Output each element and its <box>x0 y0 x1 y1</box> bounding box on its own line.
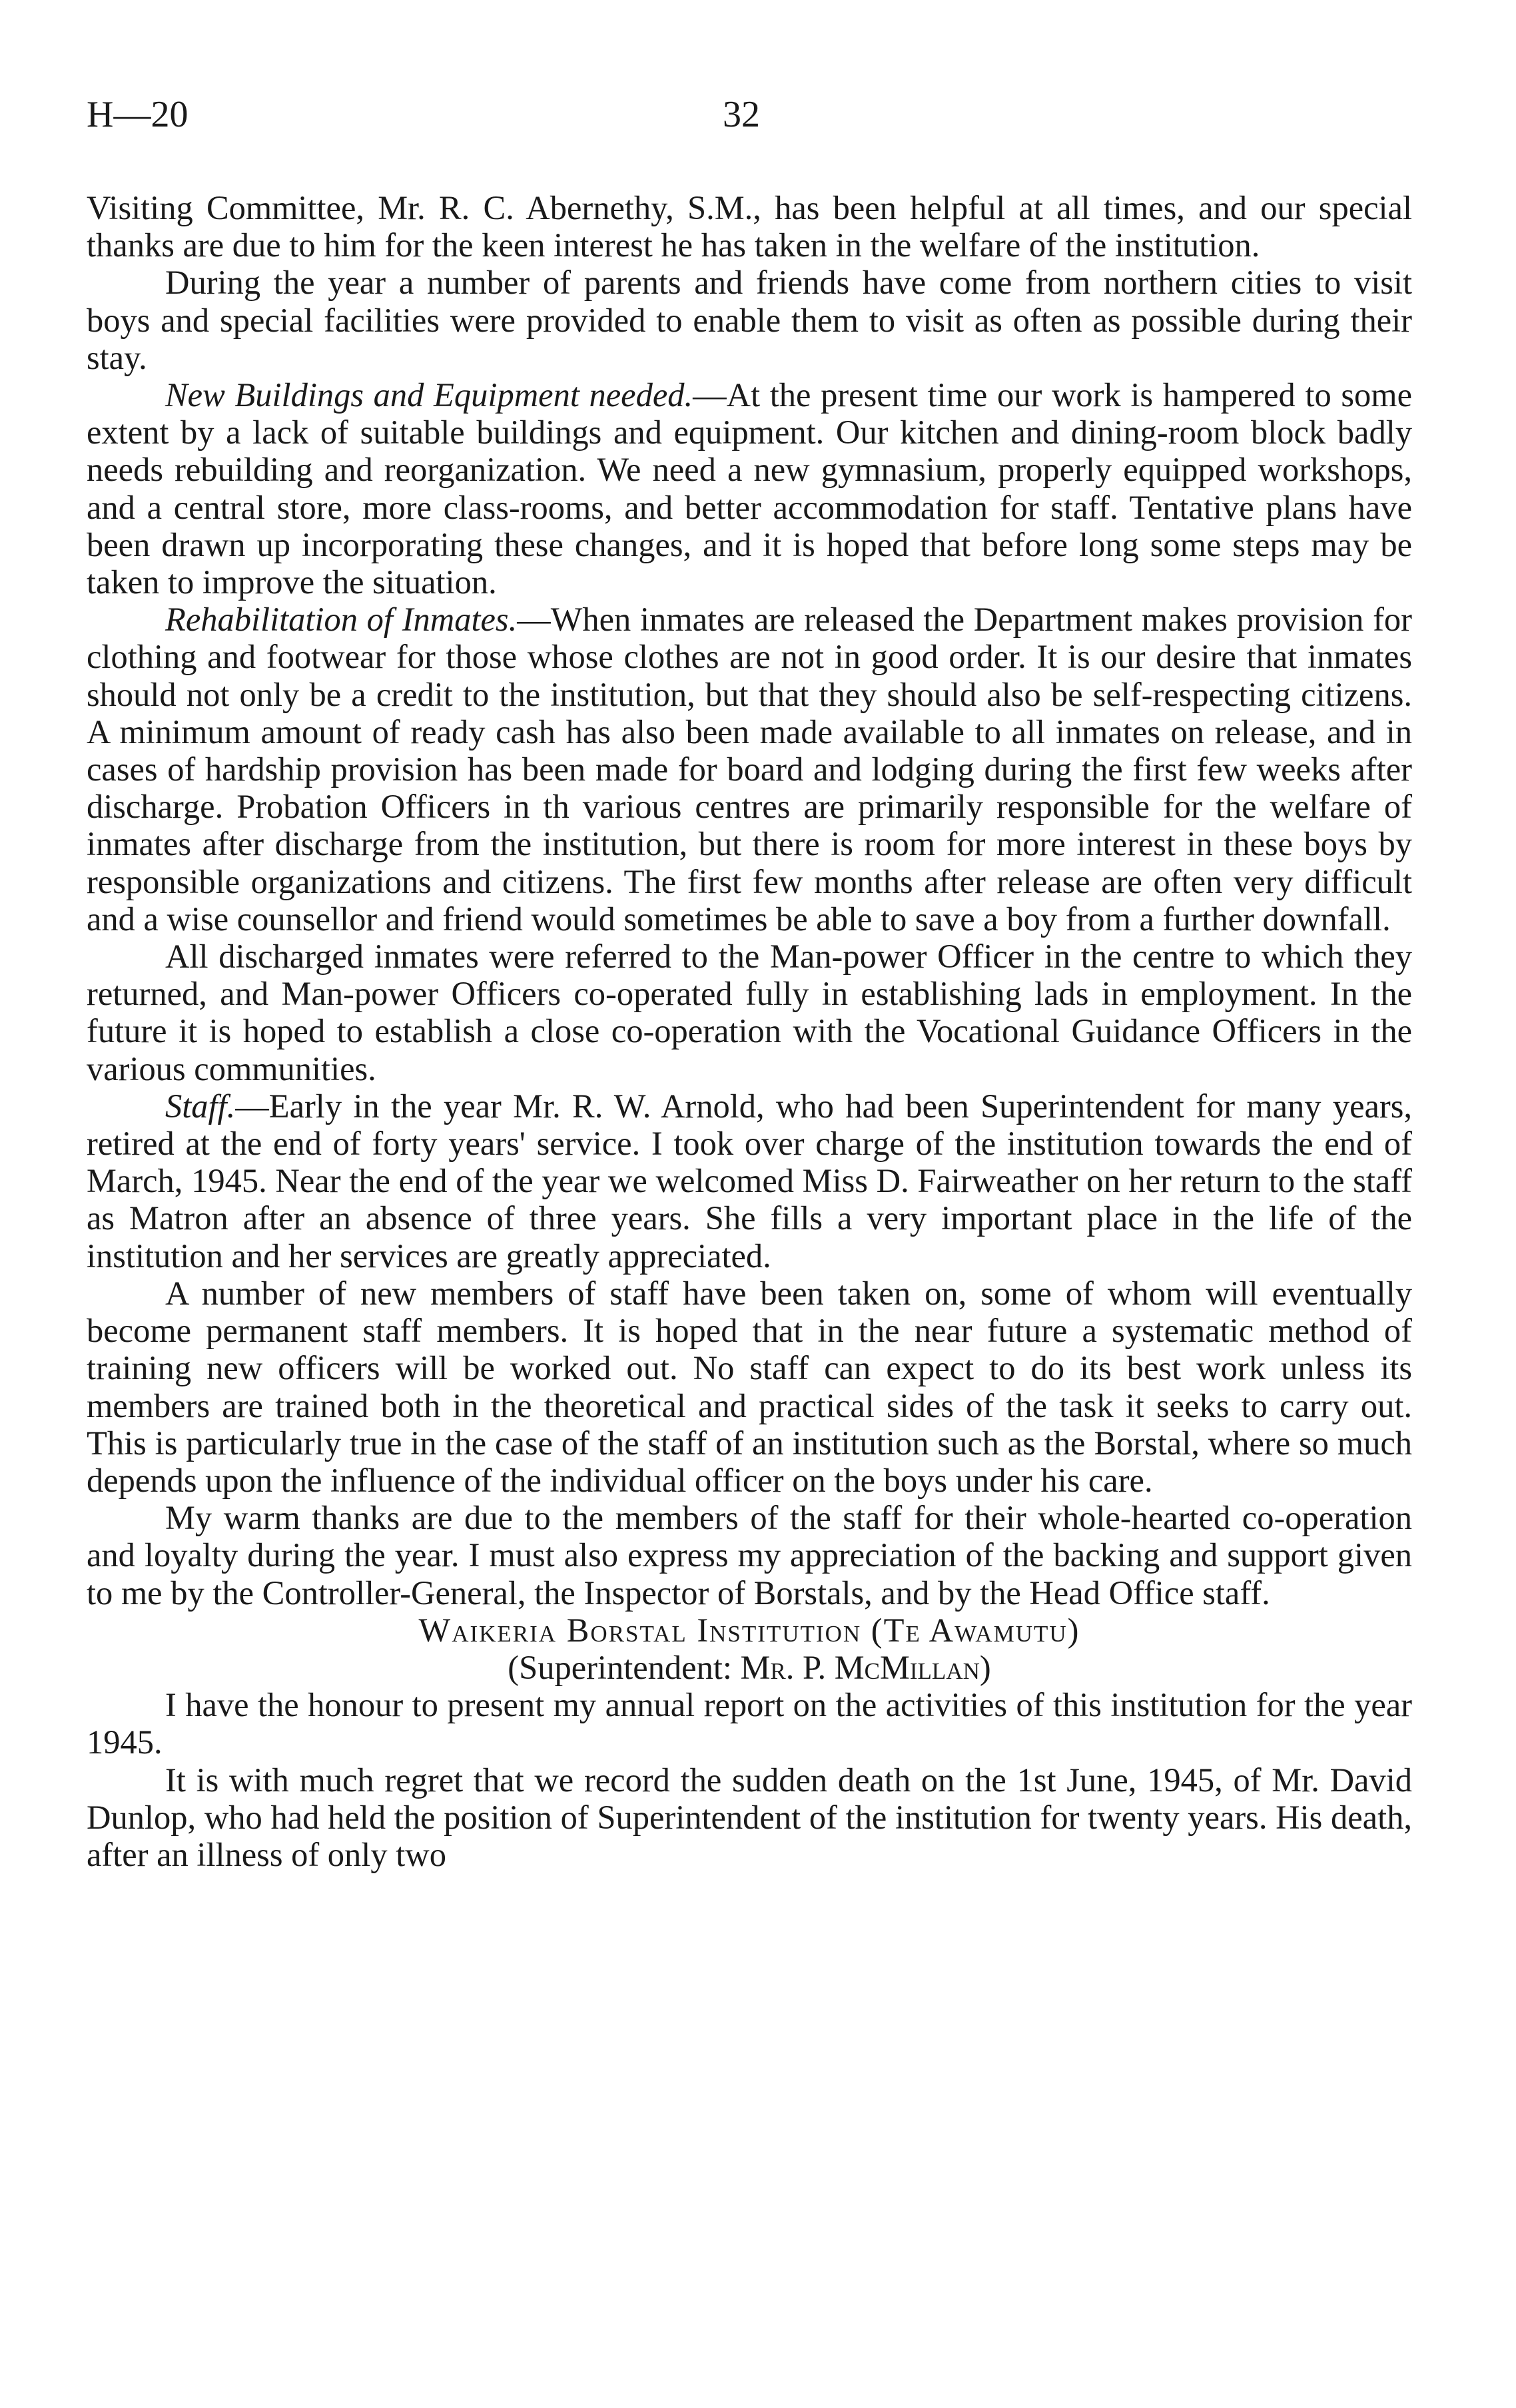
paragraph <box>87 1499 1412 1612</box>
paragraph <box>87 601 1412 938</box>
paragraph-heading: Staff. <box>165 1087 236 1125</box>
paragraph-heading: New Buildings and Equipment needed. <box>165 376 693 414</box>
paragraph-text: I have the honour to present my annual report on the activities of this institution for the year 1945. <box>87 1686 1412 1761</box>
section-subtitle <box>87 1649 1412 1686</box>
running-header <box>87 93 1423 147</box>
paragraph-text: —Early in the year Mr. R. W. Arnold, who had been Superintendent for many years, retired at the end of forty years' service. I took over charge of the institution towards the end of March, 1945. Near the end of the year we welcomed Miss D. Fairweather on her return to the staff as Matron after an absence of three years. She fills a very important place in the life of the institution and her services are greatly appreciated. <box>87 1087 1412 1275</box>
paragraph-text: During the year a number of parents and friends have come from northern cities to visit boys and special facilities were provided to enable them to visit as often as possible during their stay. <box>87 264 1412 376</box>
body-text <box>87 189 1412 1873</box>
section-subtitle-name: Mr. P. McMillan) <box>740 1648 991 1686</box>
paragraph-text: All discharged inmates were referred to the Man-power Officer in the centre to which they returned, and Man-power Officers co-operated fully in establishing lads in employment. In the future it is hoped to establish a close co-operation with the Vocational Guidance Officers in the various communities. <box>87 938 1412 1087</box>
document-code: H—20 <box>87 94 189 135</box>
paragraph <box>87 1686 1412 1761</box>
paragraph <box>87 264 1412 376</box>
paragraph-text: —At the present time our work is hampered to some extent by a lack of suitable buildings and equipment. Our kitchen and dining-room block badly needs rebuilding and reorganization. We need a new gymnasium, properly equipped workshops, and a central store, more class-rooms, and better accommodation for staff. Tentative plans have been drawn up incorporating these changes, and it is hoped that before long some steps may be taken to improve the situation. <box>87 376 1412 601</box>
paragraph <box>87 189 1412 264</box>
section-title: Waikeria Borstal Institution (Te Awamutu) <box>418 1611 1080 1649</box>
paragraph <box>87 1087 1412 1275</box>
section-subtitle-prefix: (Superintendent: <box>508 1648 732 1686</box>
paragraph-text: My warm thanks are due to the members of the staff for their whole-hearted co-operation and loyalty during the year. I must also express my appreciation of the backing and support given to me by the Controller-General, the Inspector of Borstals, and by the Head Office staff. <box>87 1499 1412 1612</box>
paragraph <box>87 938 1412 1087</box>
paragraph <box>87 1761 1412 1874</box>
paragraph-text: Visiting Committee, Mr. R. C. Abernethy, S.M., has been helpful at all times, and our special thanks are due to him for the keen interest he has taken in the welfare of the institution. <box>87 189 1412 264</box>
paragraph-text: —When inmates are released the Department makes provision for clothing and footwear for those whose clothes are not in good order. It is our desire that inmates should not only be a credit to the institution, but that they should also be self-respecting citizens. A minimum amount of ready cash has also been made available to all inmates on release, and in cases of hardship provision has been made for board and lodging during the first few weeks after discharge. Probation Officers in th various centres are primarily responsible for the welfare of inmates after discharge from the institution, but there is room for more interest in these boys by responsible organizations and citizens. The first few months after release are often very difficult and a wise counsellor and friend would sometimes be able to save a boy from a further downfall. <box>87 601 1412 938</box>
paragraph <box>87 376 1412 601</box>
paragraph <box>87 1275 1412 1499</box>
paragraph-text: It is with much regret that we record the sudden death on the 1st June, 1945, of Mr. David Dunlop, who had held the position of Superintendent of the institution for twenty years. His death, after an illness of only two <box>87 1761 1412 1873</box>
paragraph-text: A number of new members of staff have been taken on, some of whom will eventually become permanent staff members. It is hoped that in the near future a systematic method of training new officers will be worked out. No staff can expect to do its best work unless its members are trained both in the theoretical and practical sides of the task it seeks to carry out. This is particularly true in the case of the staff of an institution such as the Borstal, where so much depends upon the influence of the individual officer on the boys under his care. <box>87 1274 1412 1499</box>
page-number: 32 <box>723 94 760 135</box>
paragraph-heading: Rehabilitation of Inmates. <box>165 601 518 639</box>
